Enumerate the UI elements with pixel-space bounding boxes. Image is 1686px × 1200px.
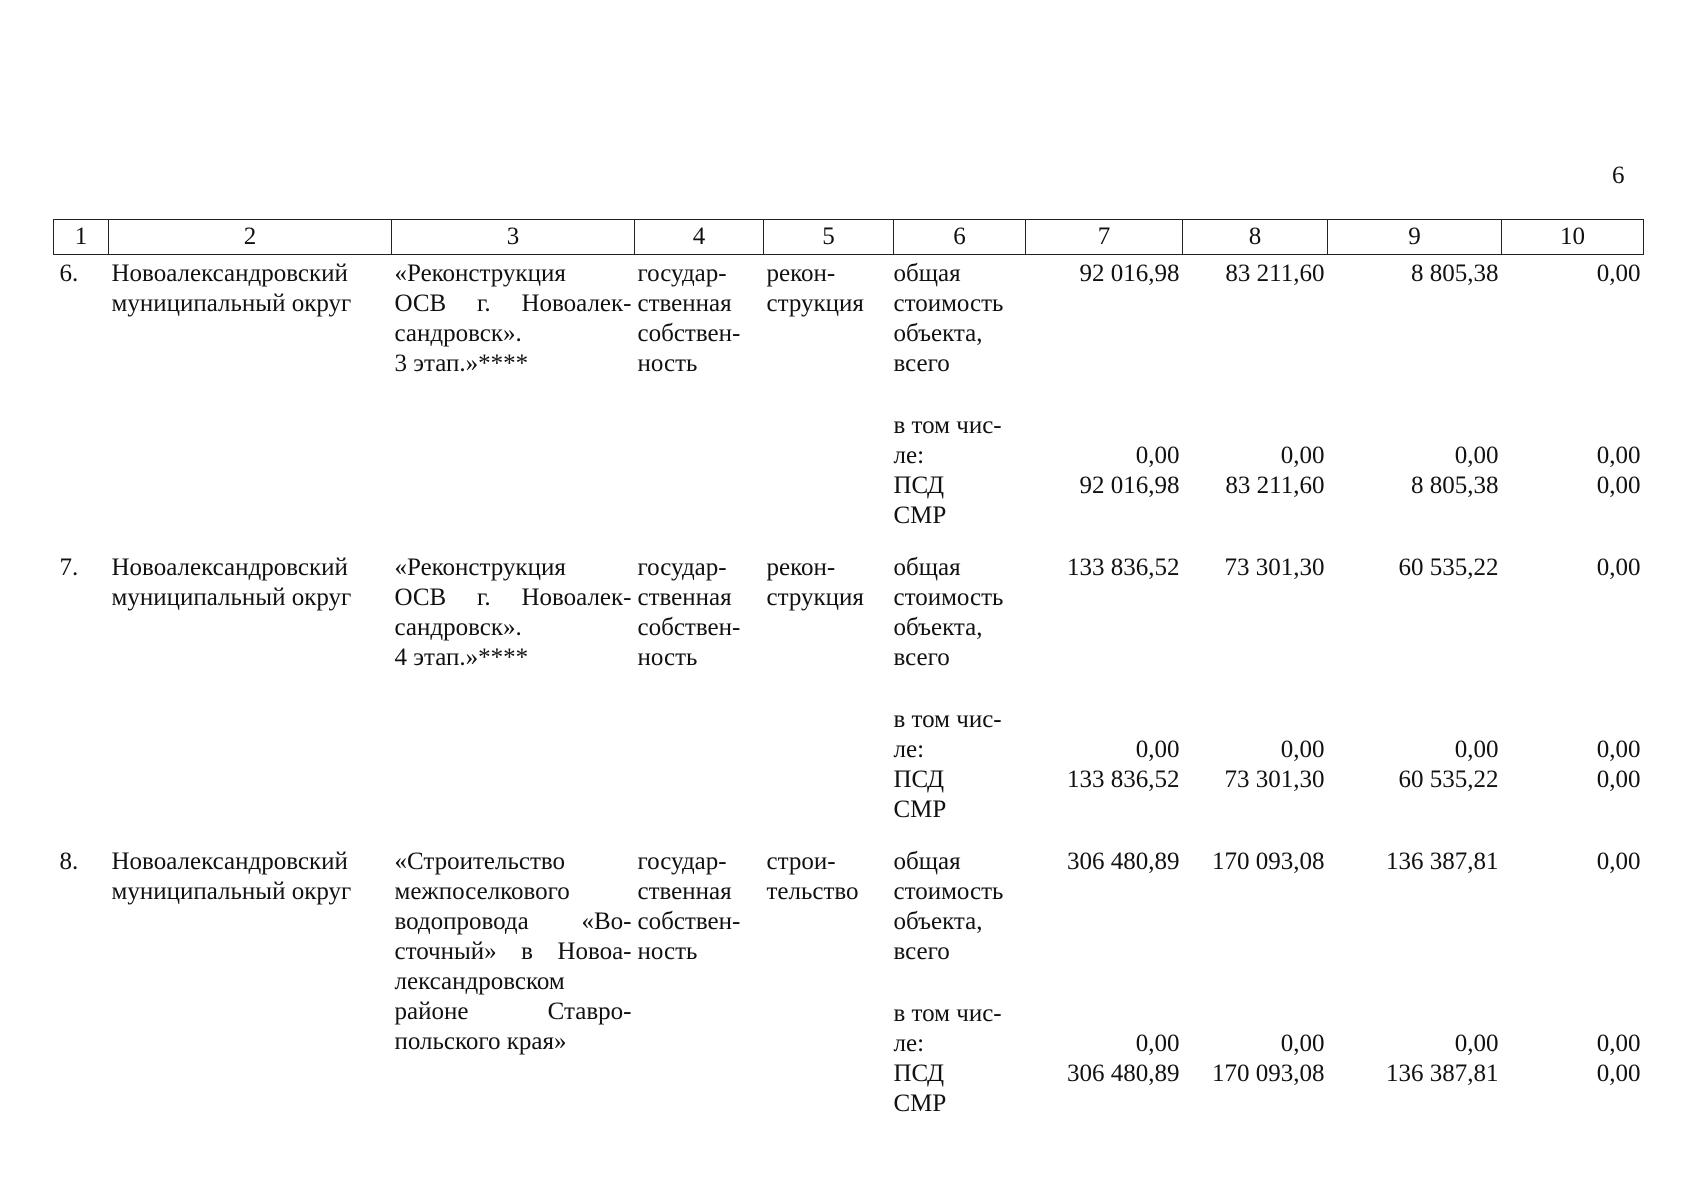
psd-label: ПСД (893, 766, 945, 793)
spacer (1505, 967, 1641, 999)
text-line: муниципальный округ (111, 290, 352, 317)
spacer (1186, 289, 1325, 319)
smr-label: СМР (893, 796, 947, 823)
psd-amount: 0,00 (1596, 1030, 1641, 1057)
column-header: 1 (54, 220, 109, 255)
spacer (894, 673, 1023, 705)
column-header: 7 (1026, 220, 1183, 255)
total-amount: 73 301,30 (1224, 554, 1325, 581)
ownership-cell (635, 255, 764, 532)
spacer (1331, 379, 1499, 411)
spacer (1029, 379, 1180, 411)
text-line: ле: (893, 442, 925, 469)
spacer (1029, 613, 1180, 643)
text-line: ле: (893, 736, 925, 763)
text-line: польского края» (394, 1028, 567, 1055)
spacer (1331, 289, 1499, 319)
total-amount: 136 387,81 (1386, 848, 1499, 875)
text-line: лександровском (394, 968, 565, 995)
total-amount: 60 535,22 (1398, 554, 1499, 581)
amount-cell-col8 (1183, 255, 1328, 532)
spacer (1505, 613, 1641, 643)
spacer (1186, 319, 1325, 349)
total-amount: 133 836,52 (1067, 554, 1180, 581)
amount-cell-col7 (1026, 549, 1183, 825)
spacer (1505, 705, 1641, 735)
text-line: государ- (637, 260, 727, 287)
row-number: 6. (59, 260, 79, 287)
object-name-cell (392, 843, 635, 1119)
text-line: стоимость (893, 290, 1004, 317)
spacer (1186, 379, 1325, 411)
column-header: 8 (1183, 220, 1328, 255)
municipality-cell (109, 549, 392, 825)
spacer (1029, 643, 1180, 673)
amount-cell-col8 (1183, 549, 1328, 825)
spacer (1505, 673, 1641, 705)
column-header: 4 (635, 220, 764, 255)
text-line: рекон- (766, 260, 836, 287)
psd-amount: 0,00 (1135, 1030, 1180, 1057)
psd-label: ПСД (893, 1060, 945, 1087)
text-line: 3 этап.»**** (394, 350, 529, 377)
spacer (1505, 411, 1641, 441)
text-line: Новоалександровский (111, 848, 348, 875)
spacer (1505, 289, 1641, 319)
psd-amount: 0,00 (1280, 1030, 1325, 1057)
spacer (1331, 877, 1499, 907)
spacer (1029, 349, 1180, 379)
psd-amount: 0,00 (1135, 736, 1180, 763)
total-amount: 0,00 (1596, 554, 1641, 581)
spacer (1029, 877, 1180, 907)
psd-amount: 0,00 (1454, 736, 1499, 763)
column-header: 3 (392, 220, 635, 255)
amount-cell-col9 (1328, 255, 1502, 532)
smr-amount: 92 016,98 (1079, 472, 1180, 499)
smr-label: СМР (893, 1090, 947, 1117)
spacer (1029, 289, 1180, 319)
spacer (1331, 319, 1499, 349)
text-line: сточный» в Новоа- (394, 938, 632, 965)
text-line: ность (637, 644, 698, 671)
spacer (1331, 705, 1499, 735)
amount-cell-col9 (1328, 549, 1502, 825)
ownership-cell (635, 843, 764, 1119)
smr-amount: 136 387,81 (1386, 1060, 1499, 1087)
spacer (1331, 907, 1499, 937)
separator-cell (54, 531, 1644, 549)
spacer (894, 379, 1023, 411)
spacer (1186, 705, 1325, 735)
text-line: районе Ставро- (394, 998, 632, 1025)
text-line: рекон- (766, 554, 836, 581)
table-row (54, 843, 1644, 1119)
amount-cell-col7 (1026, 255, 1183, 532)
spacer (1186, 673, 1325, 705)
smr-amount: 0,00 (1596, 1060, 1641, 1087)
text-line: всего (893, 350, 950, 377)
spacer (1186, 937, 1325, 967)
text-line: водопровода «Во- (394, 908, 632, 935)
spacer (1186, 613, 1325, 643)
spacer (1186, 411, 1325, 441)
text-line: «Реконструкция (394, 260, 566, 287)
text-line: ность (637, 938, 698, 965)
spacer (1331, 411, 1499, 441)
psd-amount: 0,00 (1280, 442, 1325, 469)
row-number: 8. (59, 848, 79, 875)
psd-label: ПСД (893, 472, 945, 499)
spacer (1029, 583, 1180, 613)
text-line: ственная (637, 584, 732, 611)
psd-amount: 0,00 (1280, 736, 1325, 763)
row-separator (54, 825, 1644, 843)
amount-cell-col10 (1502, 843, 1644, 1119)
table-header (54, 220, 1644, 255)
spacer (1029, 999, 1180, 1029)
text-line: в том чис- (893, 706, 1002, 733)
amount-cell-col10 (1502, 255, 1644, 532)
spacer (1331, 349, 1499, 379)
object-name-cell (392, 549, 635, 825)
spacer (1331, 967, 1499, 999)
psd-amount: 0,00 (1454, 1030, 1499, 1057)
text-line: государ- (637, 848, 727, 875)
smr-label: СМР (893, 502, 947, 529)
spacer (1029, 907, 1180, 937)
spacer (1186, 643, 1325, 673)
text-line: ственная (637, 878, 732, 905)
column-header: 9 (1328, 220, 1502, 255)
column-header: 10 (1502, 220, 1644, 255)
spacer (1505, 379, 1641, 411)
text-line: «Строительство (394, 848, 566, 875)
text-line: строи- (766, 848, 836, 875)
table-body (54, 255, 1644, 1120)
spacer (1505, 319, 1641, 349)
row-separator (54, 531, 1644, 549)
spacer (1331, 583, 1499, 613)
text-line: ОСВ г. Новоалек- (394, 290, 632, 317)
spacer (1505, 643, 1641, 673)
spacer (1029, 673, 1180, 705)
spacer (1505, 907, 1641, 937)
cost-structure-cell (894, 843, 1026, 1119)
page-number: 6 (1612, 162, 1625, 189)
work-type-cell (764, 549, 894, 825)
smr-amount: 73 301,30 (1224, 766, 1325, 793)
text-line: объекта, (893, 614, 983, 641)
amount-cell-col7 (1026, 843, 1183, 1119)
text-line: объекта, (893, 320, 983, 347)
text-line: ле: (893, 1030, 925, 1057)
spacer (894, 967, 1023, 999)
smr-amount: 0,00 (1596, 472, 1641, 499)
spacer (1331, 643, 1499, 673)
work-type-cell (764, 255, 894, 532)
investment-objects-table (53, 219, 1644, 1119)
total-amount: 306 480,89 (1067, 848, 1180, 875)
spacer (1505, 999, 1641, 1029)
spacer (1186, 877, 1325, 907)
total-amount: 83 211,60 (1225, 260, 1325, 287)
spacer (1029, 967, 1180, 999)
total-amount: 92 016,98 (1079, 260, 1180, 287)
text-line: струкция (766, 584, 864, 611)
psd-amount: 0,00 (1596, 442, 1641, 469)
work-type-cell (764, 843, 894, 1119)
column-header: 6 (894, 220, 1026, 255)
total-amount: 170 093,08 (1212, 848, 1325, 875)
column-header: 2 (109, 220, 392, 255)
spacer (1505, 877, 1641, 907)
text-line: тельство (766, 878, 859, 905)
total-amount: 0,00 (1596, 260, 1641, 287)
smr-amount: 170 093,08 (1212, 1060, 1325, 1087)
text-line: стоимость (893, 584, 1004, 611)
table-row (54, 549, 1644, 825)
text-line: муниципальный округ (111, 878, 352, 905)
text-line: струкция (766, 290, 864, 317)
text-line: стоимость (893, 878, 1004, 905)
total-amount: 8 805,38 (1411, 260, 1499, 287)
text-line: «Реконструкция (394, 554, 566, 581)
text-line: ность (637, 350, 698, 377)
text-line: всего (893, 938, 950, 965)
amount-cell-col9 (1328, 843, 1502, 1119)
spacer (1331, 673, 1499, 705)
text-line: сандровск». (394, 614, 522, 641)
spacer (1186, 999, 1325, 1029)
spacer (1331, 937, 1499, 967)
psd-amount: 0,00 (1454, 442, 1499, 469)
text-line: 4 этап.»**** (394, 644, 529, 671)
text-line: общая (893, 260, 961, 287)
spacer (1186, 349, 1325, 379)
amount-cell-col10 (1502, 549, 1644, 825)
spacer (1029, 319, 1180, 349)
object-name-cell (392, 255, 635, 532)
header-row (54, 220, 1644, 255)
psd-amount: 0,00 (1135, 442, 1180, 469)
municipality-cell (109, 255, 392, 532)
municipality-cell (109, 843, 392, 1119)
total-amount: 0,00 (1596, 848, 1641, 875)
text-line: собствен- (637, 320, 741, 347)
text-line: объекта, (893, 908, 983, 935)
amount-cell-col8 (1183, 843, 1328, 1119)
text-line: собствен- (637, 908, 741, 935)
smr-amount: 133 836,52 (1067, 766, 1180, 793)
text-line: межпоселкового (394, 878, 570, 905)
text-line: Новоалександровский (111, 554, 348, 581)
spacer (1186, 583, 1325, 613)
row-number: 7. (59, 554, 79, 581)
text-line: общая (893, 848, 961, 875)
spacer (1029, 411, 1180, 441)
spacer (1331, 999, 1499, 1029)
separator-cell (54, 825, 1644, 843)
smr-amount: 0,00 (1596, 766, 1641, 793)
spacer (1186, 907, 1325, 937)
text-line: Новоалександровский (111, 260, 348, 287)
smr-amount: 83 211,60 (1225, 472, 1325, 499)
spacer (1186, 967, 1325, 999)
spacer (1505, 349, 1641, 379)
psd-amount: 0,00 (1596, 736, 1641, 763)
text-line: общая (893, 554, 961, 581)
ownership-cell (635, 549, 764, 825)
text-line: собствен- (637, 614, 741, 641)
text-line: сандровск». (394, 320, 522, 347)
text-line: в том чис- (893, 1000, 1002, 1027)
smr-amount: 8 805,38 (1411, 472, 1499, 499)
spacer (1505, 937, 1641, 967)
text-line: ственная (637, 290, 732, 317)
text-line: ОСВ г. Новоалек- (394, 584, 632, 611)
spacer (1331, 613, 1499, 643)
column-header: 5 (764, 220, 894, 255)
table-row (54, 255, 1644, 532)
spacer (1505, 583, 1641, 613)
text-line: муниципальный округ (111, 584, 352, 611)
text-line: в том чис- (893, 412, 1002, 439)
smr-amount: 60 535,22 (1398, 766, 1499, 793)
text-line: всего (893, 644, 950, 671)
smr-amount: 306 480,89 (1067, 1060, 1180, 1087)
cost-structure-cell (894, 549, 1026, 825)
spacer (1029, 937, 1180, 967)
spacer (1029, 705, 1180, 735)
cost-structure-cell (894, 255, 1026, 532)
text-line: государ- (637, 554, 727, 581)
